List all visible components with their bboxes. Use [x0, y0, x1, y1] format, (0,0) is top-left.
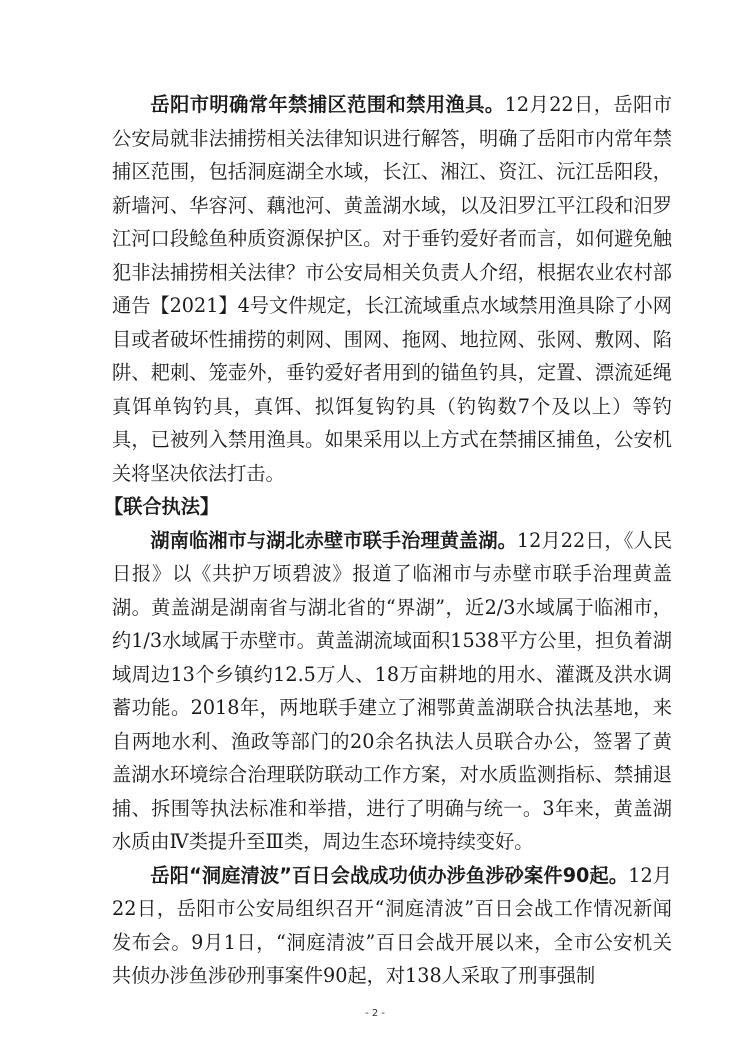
paragraph-3: [112, 859, 672, 993]
paragraph-3-body: 12月22日，岳阳市公安局组织召开“洞庭清波”百日会战工作情况新闻发布会。9月1日，“洞庭清波”百日会战开展以来，全市公安机关共侦办涉鱼涉砂刑事案件90起，对138人采取了刑事强制: [112, 863, 673, 987]
paragraph-1-body: 12月22日，岳阳市公安局就非法捕捞相关法律知识进行解答，明确了岳阳市内常年禁捕区范围，包括洞庭湖全水域，长江、湘江、资江、沅江岳阳段，新墙河、华容河、藕池河、黄盖湖水域，以及汨罗江平江段和汨罗江河口段鲶鱼种质资源保护区。对于垂钓爱好者而言，如何避免触犯非法捕捞相关法律？市公安局相关负责人介绍，根据农业农村部通告【2021】4号文件规定，长江流域重点水域禁用渔具除了小网目或者破坏性捕捞的刺网、围网、拖网、地拉网、张网、敷网、陷阱、耙刺、笼壶外，垂钓爱好者用到的锚鱼钓具，定置、漂流延绳真饵单钩钓具，真饵、拟饵复钩钓具（钓钩数7个及以上）等钓具，已被列入禁用渔具。如果采用以上方式在禁捕区捕鱼，公安机关将坚决依法打击。: [112, 93, 672, 485]
paragraph-3-lead: 岳阳“洞庭清波”百日会战成功侦办涉鱼涉砂案件90起。: [150, 863, 629, 887]
paragraph-1-lead: 岳阳市明确常年禁捕区范围和禁用渔具。: [150, 93, 505, 116]
document-page: [104, 88, 673, 993]
section-heading: 【联合执法】: [104, 495, 220, 518]
paragraph-2-lead: 湖南临湘市与湖北赤壁市联手治理黄盖湖。: [150, 528, 517, 552]
paragraph-1: [112, 88, 672, 490]
page-number: - 2 -: [365, 1008, 385, 1019]
paragraph-2-body: 12月22日，《人民日报》以《共护万顷碧波》报道了临湘市与赤壁市联手治理黄盖湖。黄盖湖是湖南省与湖北省的“界湖”，近2/3水域属于临湘市，约1/3水域属于赤壁市。黄盖湖流域面积1538平方公里，担负着湖域周边13个乡镇约12.5万人、18万亩耕地的用水、灌溉及洪水调蓄功能。2018年，两地联手建立了湘鄂黄盖湖联合执法基地，来自两地水利、渔政等部门的20余名执法人员联合办公，签署了黄盖湖水环境综合治理联防联动工作方案，对水质监测指标、禁捕退捕、拆围等执法标准和举措，进行了明确与统一。3年来，黄盖湖水质由Ⅳ类提升至Ⅲ类，周边生态环境持续变好。: [112, 528, 673, 853]
paragraph-2: [112, 524, 672, 859]
